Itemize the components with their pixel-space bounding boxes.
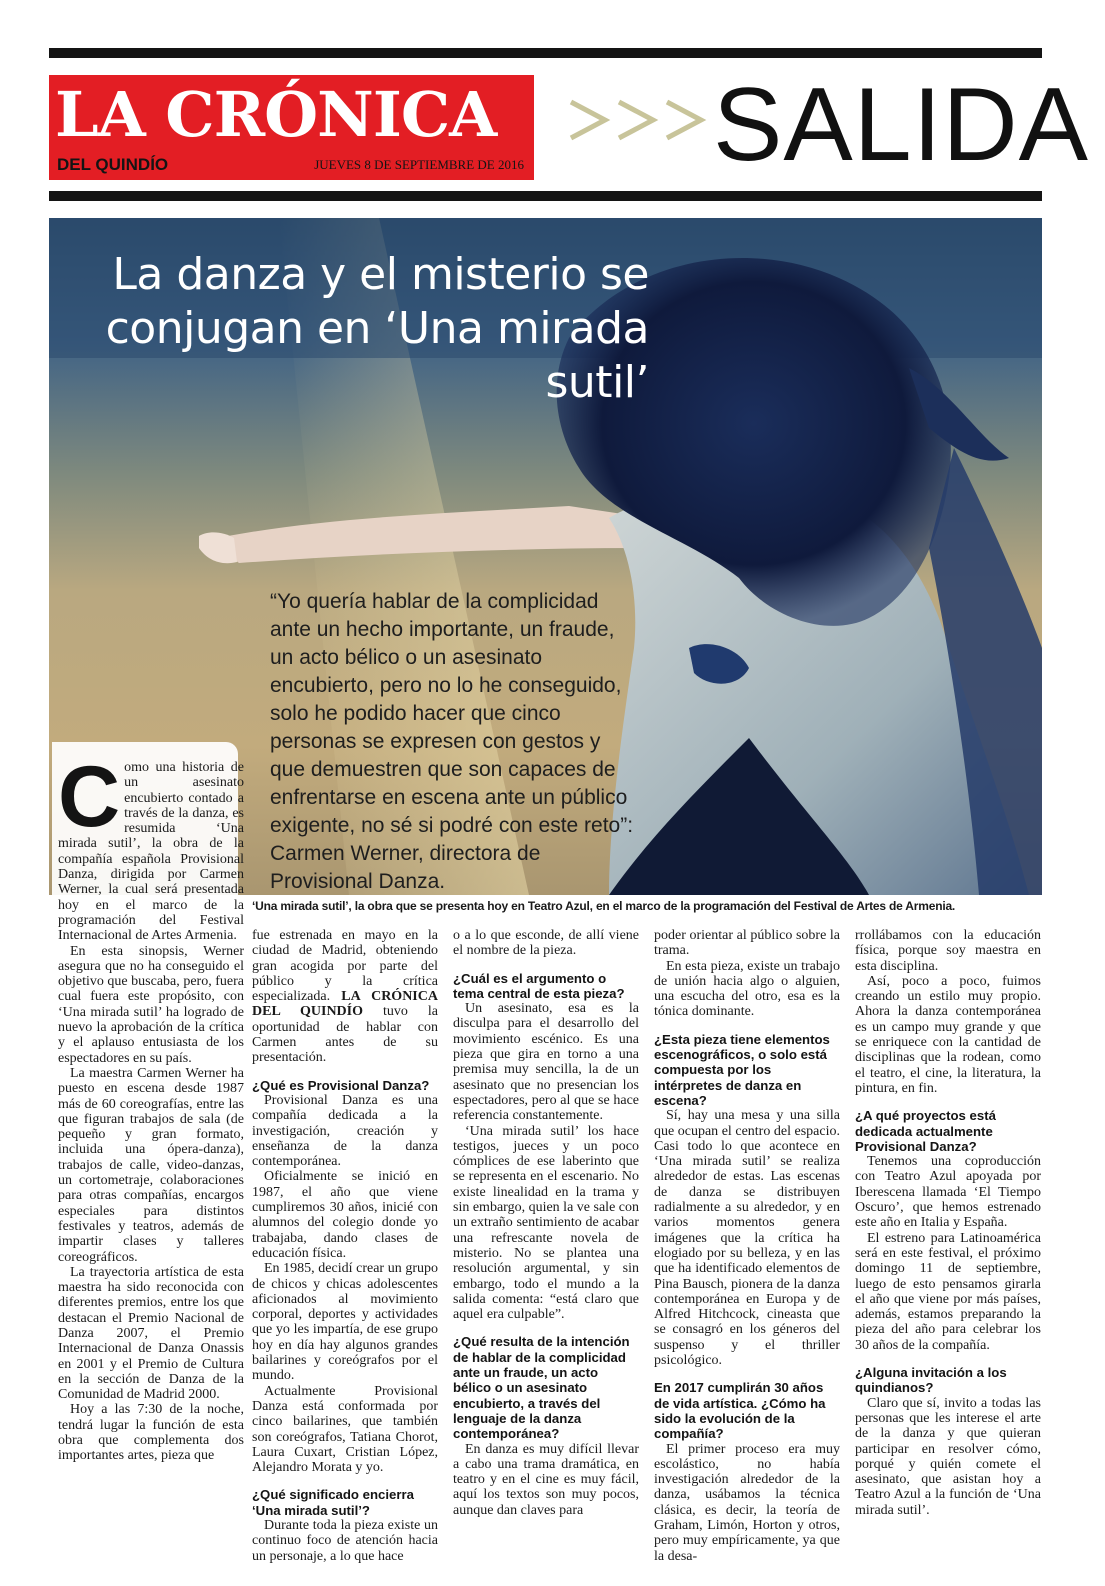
paragraph: Durante toda la pieza existe un continuo foco de atención hacia un personaje, a lo que hace xyxy=(252,1517,438,1564)
chevron-arrows-icon xyxy=(563,90,713,150)
paragraph: Así, poco a poco, fuimos creando un estilo muy propio. Ahora la danza contemporánea es un campo muy grande y que se enriquece con la cantidad de disciplinas que la rodean, como el teatro, el cine, la literatura, la pintura, en fin. xyxy=(855,973,1041,1096)
article-column-1 xyxy=(58,749,244,1464)
edition-date: JUEVES 8 DE SEPTIEMBRE DE 2016 xyxy=(314,157,524,172)
masthead-logo[interactable] xyxy=(49,75,534,180)
paragraph: fue estrenada en mayo en la ciudad de Madrid, obteniendo gran acogida por parte del público y la crítica especializada. LA CRÓNICA DEL QUINDÍO tuvo la oportunidad de hablar con Carmen antes de su presentación. xyxy=(252,928,438,1066)
article-headline: La danza y el misterio se conjugan en ‘Una mirada sutil’ xyxy=(105,249,649,408)
paragraph: En esta pieza, existe un trabajo de unión hacia algo o alguien, una escucha del otro, esa es la tónica dominante. xyxy=(654,958,840,1020)
article-column-4 xyxy=(654,928,840,1564)
drop-cap: C xyxy=(58,749,121,845)
paragraph: En 1985, decidí crear un grupo de chicos y chicas adolescentes aficionados al movimiento corporal, deportes y actividades que yo les impartía, de ese grupo hoy en día hay algunos grandes bailarines y coreógrafos por el mundo. xyxy=(252,1261,438,1384)
paragraph: Hoy a las 7:30 de la noche, tendrá lugar la función de esta obra que complementa dos importantes artes, pieza que xyxy=(58,1402,244,1464)
paragraph: En danza es muy difícil llevar a cabo una trama dramática, en teatro y en el cine es muy fácil, aquí los textos son muy pocos, aunque dan claves para xyxy=(453,1441,639,1518)
paragraph: Provisional Danza es una compañía dedicada a la investigación, creación y enseñanza de la danza contemporánea. xyxy=(252,1092,438,1170)
paragraph: Un asesinato, esa es la disculpa para el desarrollo del movimiento escénico. Es una pieza que gira en torno a una premisa muy sencilla, la de un asesinato que no presencian los espectadores, pero al que se hace referencia constantemente. xyxy=(453,1001,639,1124)
paragraph: El primer proceso era muy escolástico, no había investigación alrededor de la danza, usábamos la técnica clásica, es decir, la teoría de Graham, Limón, Horton y otros, pero muy empíricamente, ya que la desa- xyxy=(654,1441,840,1564)
question-heading: ¿Esta pieza tiene elementos escenográficos, o solo está compuesta por los intérpretes de danza en escena? xyxy=(654,1031,830,1108)
photo-caption: ‘Una mirada sutil’, la obra que se presenta hoy en Teatro Azul, en el marco de la programación del Festival de Artes de Armenia. xyxy=(252,899,956,913)
question-heading: ¿Cuál es el argumento o tema central de esta pieza? xyxy=(453,970,625,1001)
paragraph: En esta sinopsis, Werner asegura que no ha conseguido el objetivo que buscaba, pero, fuera cual fuera este propósito, con ‘Una mirada sutil’ ha logrado de nuevo la aprobación de la crítica y el aplauso entusiasta de los espectadores en su país. xyxy=(58,943,244,1066)
brand-mention: LA CRÓNICA DEL QUINDÍO xyxy=(252,989,438,1020)
brand-name: LA CRÓNICA xyxy=(55,78,497,151)
section-title: SALIDA xyxy=(713,67,1089,183)
article-column-2 xyxy=(252,928,438,1564)
article-column-3 xyxy=(453,928,639,1518)
bottom-rule xyxy=(49,191,1042,201)
paragraph: La maestra Carmen Werner ha puesto en escena desde 1987 más de 60 coreografías, entre las que figuran trabajos de sala (de pequeño y gran formato, incluida una ópera-danza), trabajos de calle, video-danzas, un cortometraje, colaboraciones para otras compañías, encargos especiales para distintos festivales y teatros, además de impartir clases y talleres coreográficos. xyxy=(58,1065,244,1265)
paragraph: o a lo que esconde, de allí viene el nombre de la pieza. xyxy=(453,928,639,959)
pull-quote: “Yo quería hablar de la complicidad ante un hecho importante, un fraude, un acto bélico o un asesinato encubierto, pero no lo he conseguido, solo he podido hacer que cinco personas se expresen con gestos y que demuestren que son capaces de enfrentarse en escena ante un público exigente, no sé si podré con este reto”: Carmen Werner, directora de Provisional Danza. xyxy=(270,590,634,893)
paragraph: poder orientar al público sobre la trama. xyxy=(654,928,840,959)
paragraph: Claro que sí, invito a todas las personas que les interese el arte de la danza y que quieran participar en resolver cómo, porqué y quién comete el asesinato, que asistan hoy a Teatro Azul a la función de ‘Una mirada sutil’. xyxy=(855,1395,1041,1518)
paragraph: La trayectoria artística de esta maestra ha sido reconocida con diferentes premios, entre los que destacan el Premio Nacional de Danza 2007, el Premio Internacional de Danza Onassis en 2001 y el Premio de Cultura en la sección de Danza de la Comunidad de Madrid 2000. xyxy=(58,1264,244,1403)
paragraph: rrollábamos con la educación física, porque soy maestra en esta disciplina. xyxy=(855,928,1041,974)
paragraph: ‘Una mirada sutil’ los hace testigos, jueces y un poco cómplices de ese laberinto que se representa en el escenario. No existe linealidad en la trama y sin embargo, quien la ve sale con un extraño sentimiento de acabar una refrescante novela de misterio. No se plantea una resolución argumental, y sin embargo, todo el mundo a la salida comenta: “está claro que aquel era culpable”. xyxy=(453,1123,639,1323)
question-heading: ¿Qué significado encierra ‘Una mirada sutil’? xyxy=(252,1487,414,1518)
paragraph: omo una historia de un asesinato encubierto contado a través de la danza, es resumida ‘Una mirada sutil’, la obra de la compañía española Provisional Danza, dirigida por Carmen Werner, la cual será presentada hoy en el marco de la programación del Festival Internacional de Artes Armenia. xyxy=(58,760,244,944)
article-column-5 xyxy=(855,928,1041,1518)
top-rule xyxy=(49,48,1042,58)
paragraph: El estreno para Latinoamérica será en este festival, el próximo domingo 11 de septiembre, luego de esto pensamos girarla el año que viene por más países, además, estamos preparando la pieza del año para celebrar los 30 años de la compañía. xyxy=(855,1230,1041,1353)
question-heading: ¿Qué es Provisional Danza? xyxy=(252,1077,430,1093)
paragraph: Oficialmente se inició en 1987, el año que viene cumpliremos 30 años, inicié con alumnos del colegio donde yo trabajaba, dando clases de educación física. xyxy=(252,1169,438,1261)
paragraph: Actualmente Provisional Danza está conformada por cinco bailarines, que también son coreógrafos, Tatiana Chorot, Laura Cuxart, Cristian López, Alejandro Morata y yo. xyxy=(252,1383,438,1476)
brand-subtitle: DEL QUINDÍO xyxy=(57,155,169,174)
paragraph: Tenemos una coproducción con Teatro Azul apoyada por Iberescena llamada ‘El Tiempo Oscuro’, que hemos estrenado este año en Italia y España. xyxy=(855,1154,1041,1231)
question-heading: ¿Qué resulta de la intención de hablar de la complicidad ante un fraude, un acto bélico o un asesinato encubierto, a través del lenguaje de la danza contemporánea? xyxy=(453,1334,630,1442)
question-heading: En 2017 cumplirán 30 años de vida artística. ¿Cómo ha sido la evolución de la compañía? xyxy=(654,1380,826,1442)
question-heading: ¿Alguna invitación a los quindianos? xyxy=(855,1365,1007,1396)
question-heading: ¿A qué proyectos está dedicada actualmente Provisional Danza? xyxy=(855,1108,996,1154)
paragraph: Sí, hay una mesa y una silla que ocupan el centro del espacio. Casi todo lo que acontece en ‘Una mirada sutil’ se realiza alrededor de estas. Las escenas de danza se distribuyen radialmente a su alrededor, y en varios momentos genera imágenes que la crítica ha elogiado por su belleza, y en las que ha identificado elementos de Pina Bausch, pionera de la danza contemporánea en Europa y de Alfred Hitchcock, cineasta que se consagró en los géneros del suspenso y el thriller psicológico. xyxy=(654,1108,840,1369)
